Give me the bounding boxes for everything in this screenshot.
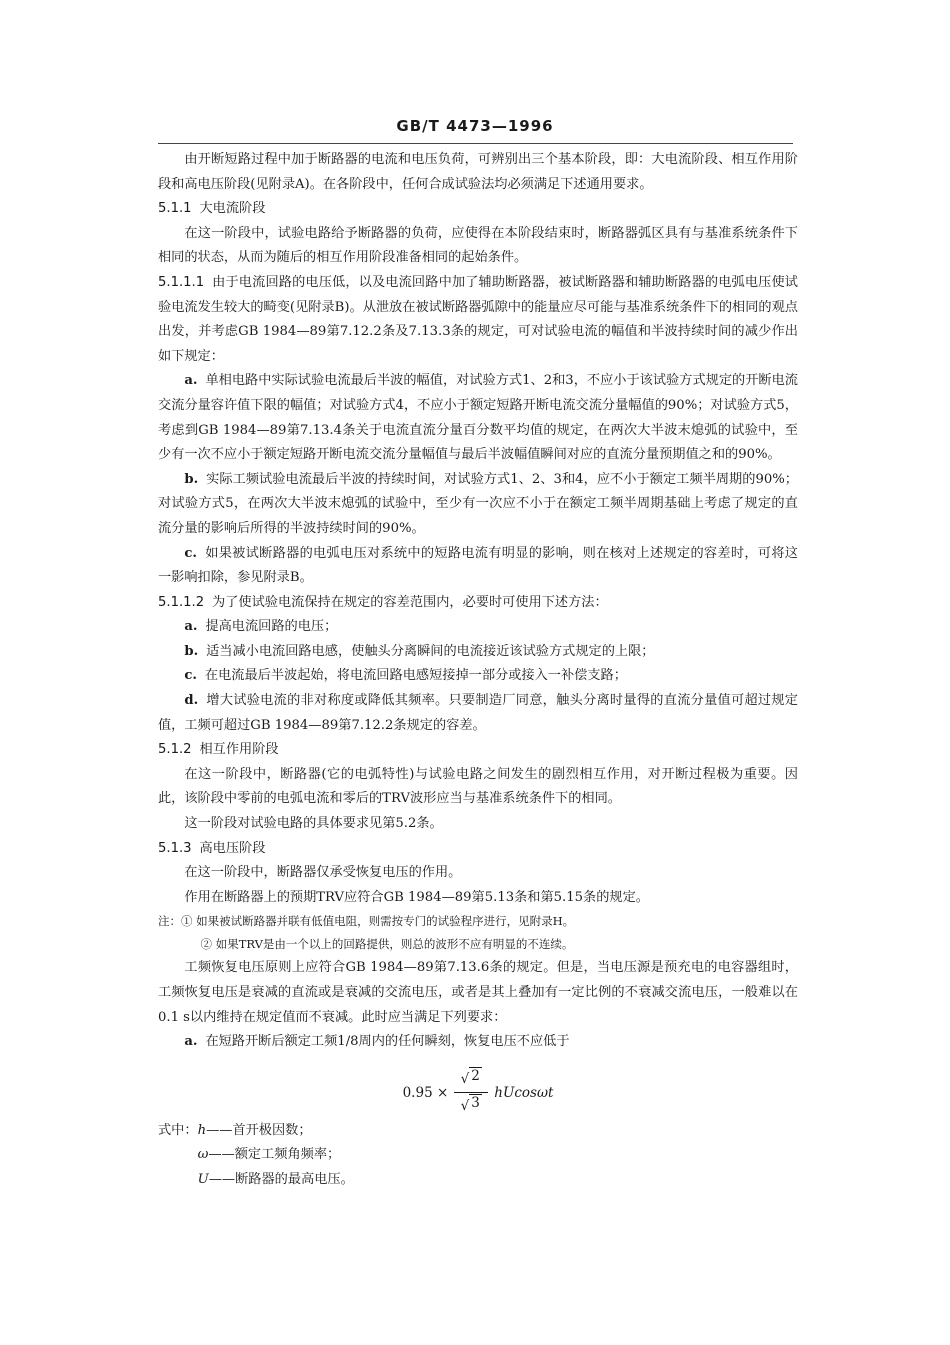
item-text: 在短路开断后额定工频1/8周内的任何瞬刻，恢复电压不应低于 — [205, 1034, 570, 1050]
header-rule — [158, 143, 793, 144]
item-label: b. — [184, 643, 199, 659]
method-item-d — [158, 689, 798, 738]
requirement-item-a — [158, 1030, 798, 1055]
list-item-a — [158, 369, 798, 467]
definition-omega: ω——额定工频角频率； — [197, 1147, 341, 1163]
section-5-1-3-paragraph-2: 作用在断路器上的预期TRV应符合GB 1984—89第5.13条和第5.15条的规定。 — [184, 889, 649, 905]
clause-number: 5.1.1.1 — [158, 274, 205, 290]
section-5-1-3-paragraph-1: 在这一阶段中，断路器仅承受恢复电压的作用。 — [184, 865, 462, 881]
section-number: 5.1.1 — [158, 201, 192, 217]
item-text: 如果被试断路器的电弧电压对系统中的短路电流有明显的影响，则在核对上述规定的容差时，可将这一影响扣除，参见附录B。 — [158, 545, 798, 586]
clause-5-1-1-1 — [158, 271, 798, 369]
section-5-1-1-heading — [158, 197, 798, 222]
section-5-1-2-paragraph-2: 这一阶段对试验电路的具体要求见第5.2条。 — [184, 816, 443, 832]
item-text: 增大试验电流的非对称度或降低其频率。只要制造厂同意，触头分离时量得的直流分量值可超过规定值，工频可超过GB 1984—89第7.12.2条规定的容差。 — [158, 693, 798, 733]
voltage-formula — [158, 1059, 798, 1117]
item-text: 提高电流回路的电压； — [205, 619, 338, 635]
note-1: 注：① 如果被试断路器并联有低值电阻，则需按专门的试验程序进行，见附录H。 — [158, 914, 575, 929]
list-item-c — [158, 542, 798, 591]
definition-u: U——断路器的最高电压。 — [197, 1171, 354, 1187]
item-text: 单相电路中实际试验电流最后半波的幅值，对试验方式1、2和3，不应小于该试验方式规定的开断电流交流分量容许值下限的幅值；对试验方式4，不应小于额定短路开断电流交流分量幅值的90%；对试验方式5，考虑到GB 1984—89第7.13.4条关于电流直流分量百分数平均值的规定，在两次大半波末熄弧的试验中，至少有一次不应小于额定短路开断电流交流分量幅值与最后半波幅值瞬间对应的直流分量预期值之和的90%。 — [158, 373, 798, 463]
method-item-a — [158, 615, 798, 640]
clause-number: 5.1.1.2 — [158, 594, 205, 610]
formula-coefficient: 0.95 × — [402, 1084, 449, 1101]
section-5-1-2-heading — [158, 738, 798, 763]
item-text: 适当减小电流回路电感，使触头分离瞬间的电流接近该试验方式规定的上限； — [206, 643, 655, 659]
standard-code-header: GB/T 4473—1996 — [396, 117, 554, 135]
method-item-b — [158, 640, 798, 665]
section-title: 大电流阶段 — [199, 201, 266, 217]
clause-text: 由于电流回路的电压低，以及电流回路中加了辅助断路器，被试断路器和辅助断路器的电弧电压使试验电流发生较大的畸变(见附录B)。从泄放在被试断路器弧隙中的能量应尽可能与基准系统条件下的相同的观点出发，并考虑GB 1984—89第7.12.2条及7.13.3条的规定，可对试验电流的幅值和半波持续时间的减少作出如下规定： — [158, 274, 798, 364]
note-2: ② 如果TRV是由一个以上的回路提供，则总的波形不应有明显的不连续。 — [200, 937, 574, 952]
item-label: c. — [184, 545, 198, 561]
section-title: 相互作用阶段 — [199, 742, 279, 758]
item-text: 实际工频试验电流最后半波的持续时间，对试验方式1、2、3和4，应不小于额定工频半周期的90%；对试验方式5，在两次大半波末熄弧的试验中，至少有一次应不小于在额定工频半周期基础上考虑了规定的直流分量的影响后所得的半波持续时间的90%。 — [158, 471, 798, 536]
definition-h: 式中：h——首开极因数； — [158, 1122, 312, 1138]
method-item-c — [158, 664, 798, 689]
page-body — [158, 148, 798, 1193]
formula-fraction — [454, 1067, 488, 1119]
section-5-1-1-paragraph: 在这一阶段中，试验电路给予断路器的负荷，应使得在本阶段结束时，断路器弧区具有与基准系统条件下相同的状态，从而为随后的相互作用阶段准备相同的起始条件。 — [158, 225, 798, 266]
item-label: a. — [184, 1034, 198, 1050]
section-5-1-2-paragraph-1: 在这一阶段中，断路器(它的电弧特性)与试验电路之间发生的剧烈相互作用，对开断过程极为重要。因此，该阶段中零前的电弧电流和零后的TRV波形应当与基准系统条件下的相同。 — [158, 766, 798, 807]
item-label: a. — [184, 619, 198, 635]
item-label: d. — [184, 693, 199, 709]
section-number: 5.1.2 — [158, 742, 192, 758]
section-number: 5.1.3 — [158, 840, 192, 856]
item-label: b. — [184, 471, 199, 487]
item-text: 在电流最后半波起始，将电流回路电感短接掉一部分或接入一补偿支路； — [204, 668, 627, 684]
list-item-b — [158, 468, 798, 542]
section-5-1-3-heading — [158, 837, 798, 862]
section-title: 高电压阶段 — [199, 840, 266, 856]
fraction-numerator: √ 2 — [460, 1067, 480, 1087]
symbol-definitions — [158, 1119, 798, 1193]
clause-text: 为了使试验电流保持在规定的容差范围内，必要时可使用下述方法： — [212, 594, 608, 610]
formula-rest: hUcosωt — [494, 1084, 554, 1101]
intro-paragraph: 由开断短路过程中加于断路器的电流和电压负荷，可辨别出三个基本阶段，即：大电流阶段、相互作用阶段和高电压阶段(见附录A)。在各阶段中，任何合成试验法均必须满足下述通用要求。 — [158, 152, 798, 192]
fraction-bar — [454, 1092, 488, 1093]
item-label: a. — [184, 373, 198, 389]
fraction-denominator: √ 3 — [460, 1095, 480, 1115]
section-5-1-3-paragraph-3: 工频恢复电压原则上应符合GB 1984—89第7.13.6条的规定。但是，当电压源是预充电的电容器组时，工频恢复电压是衰减的直流或是衰减的交流电压，或者是其上叠加有一定比例的不衰减交流电压，一般难以在0.1 s以内维持在规定值而不衰减。此时应当满足下列要求： — [158, 960, 798, 1025]
clause-5-1-1-2 — [158, 591, 798, 616]
item-label: c. — [184, 668, 198, 684]
